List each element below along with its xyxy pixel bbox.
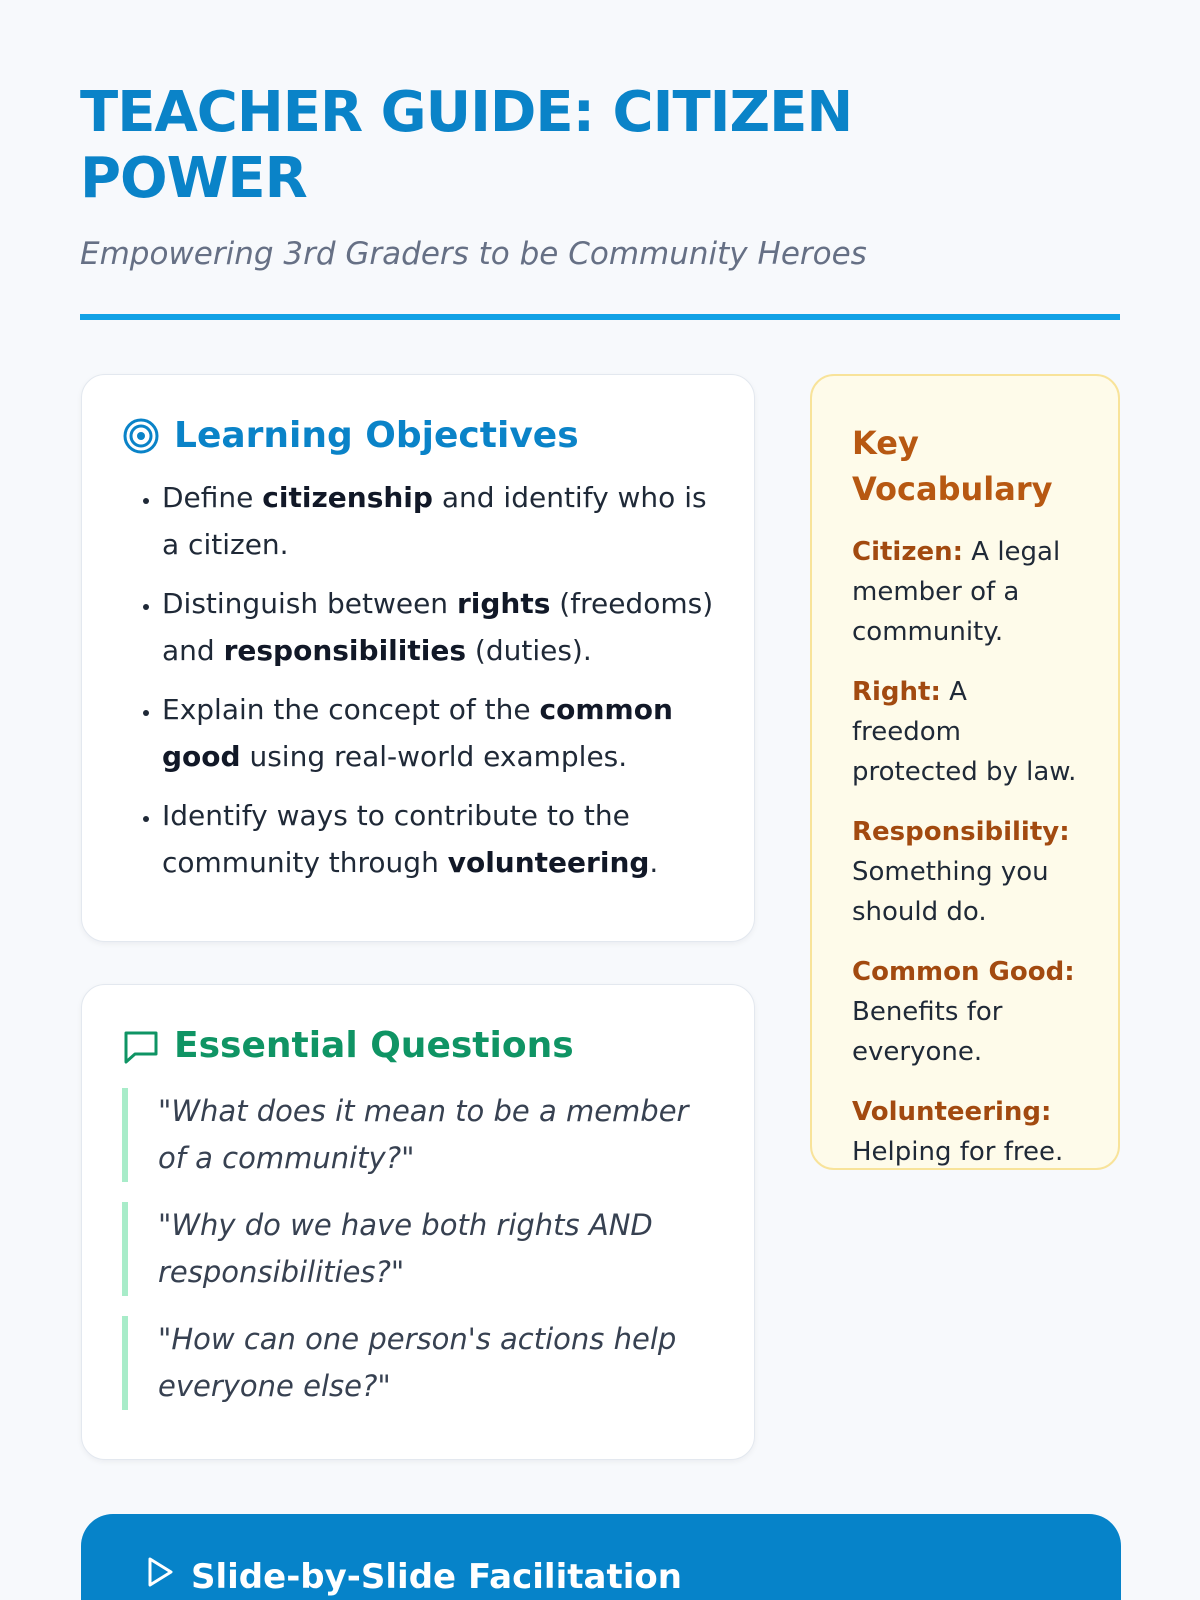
essential-questions-title: Essential Questions [174,1025,574,1066]
facilitation-banner [81,1514,1121,1600]
vocab-definition: A freedom protected by law. [852,677,1077,787]
vocab-term: Right: [852,677,941,707]
facilitation-heading [141,1554,1061,1599]
learning-objectives-title: Learning Objectives [174,415,579,456]
header-divider [80,314,1120,320]
page-subtitle: Empowering 3rd Graders to be Community Heroes [80,236,867,272]
vocab-item [852,672,1078,792]
learning-objectives-card [81,374,755,942]
list-item: • Define citizenship and identify who is a citizen. [162,474,714,568]
vocab-item [852,532,1078,652]
vocab-term: Common Good: [852,957,1075,987]
list-item: • Explain the concept of the common good using real-world examples. [162,686,714,780]
key-vocabulary-title: Key Vocabulary [852,424,1053,508]
question-quote: "How can one person's actions help everyone else?" [122,1316,714,1410]
play-icon [141,1554,177,1599]
speech-bubble-icon [122,1027,160,1065]
vocab-term: Volunteering: [852,1097,1052,1127]
vocab-definition: Helping for free. [852,1137,1064,1167]
vocab-definition: A legal member of a community. [852,537,1061,647]
list-item: • Identify ways to contribute to the community through volunteering. [162,792,714,886]
question-quote: "What does it mean to be a member of a community?" [122,1088,714,1182]
essential-questions-heading [122,1025,714,1066]
essential-questions-card [81,984,755,1460]
vocab-item [852,952,1078,1072]
objectives-list [122,474,714,886]
vocab-term: Citizen: [852,537,964,567]
vocab-definition: Something you should do. [852,857,1049,927]
key-vocabulary-panel [810,374,1120,1170]
learning-objectives-heading [122,415,714,456]
vocab-item [852,812,1078,932]
target-icon [122,417,160,455]
question-quote: "Why do we have both rights AND responsibilities?" [122,1202,714,1296]
vocab-definition: Benefits for everyone. [852,997,1003,1067]
questions-list [122,1088,714,1410]
vocab-item [852,1092,1078,1172]
list-item: • Distinguish between rights (freedoms) and responsibilities (duties). [162,580,714,674]
page-title: TEACHER GUIDE: CITIZEN POWER [80,80,853,211]
vocab-term: Responsibility: [852,817,1070,847]
facilitation-title: Slide-by-Slide Facilitation [191,1556,682,1597]
